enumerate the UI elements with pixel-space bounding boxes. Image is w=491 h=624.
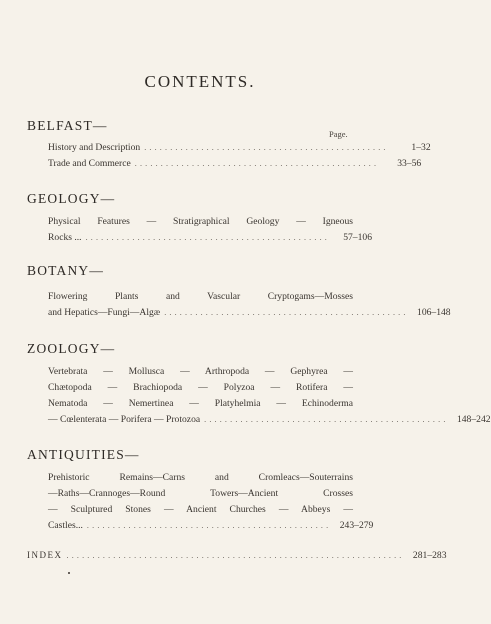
toc-entry-page: 281–283 [412, 550, 447, 561]
leader-dots: ................................................................. [66, 551, 405, 560]
leader-dots: ............................................... [86, 521, 332, 530]
page-column-label: Page. [329, 129, 348, 139]
geology-entry[interactable] [48, 214, 372, 246]
belfast-entries [48, 140, 431, 172]
toc-entry[interactable] [48, 156, 422, 172]
leader-dots: ............................................... [204, 415, 449, 424]
section-heading-botany: BOTANY— [27, 263, 105, 278]
leader-dots: ............................................... [85, 233, 330, 242]
toc-entry-label: History and Description [48, 142, 141, 153]
toc-entry-text: Nematoda — Nemertinea — Platyhelmia — Echinoderma [48, 398, 353, 409]
leader-dots: ............................................... [164, 308, 409, 317]
leader-dots: ............................................... [134, 159, 380, 168]
botany-entry[interactable] [48, 289, 451, 321]
section-belfast [27, 118, 353, 134]
section-heading-zoology: ZOOLOGY— [27, 341, 116, 356]
leader-dots: ............................................... [144, 143, 389, 152]
toc-entry-label: Rocks ... [48, 232, 82, 243]
toc-entry-text: Physical Features — Stratigraphical Geology — Igneous [48, 216, 353, 227]
toc-entry-last-line [48, 230, 372, 246]
toc-entry-text: Flowering Plants and Vascular Cryptogams—Mosses [48, 291, 353, 302]
toc-entry-text: Prehistoric Remains—Carns and Cromleacs—Souterrains [48, 472, 353, 483]
section-geology [27, 191, 353, 207]
toc-entry-label: — Cœlenterata — Porifera — Protozoa [48, 414, 201, 425]
toc-entry-page: 1–32 [411, 142, 431, 153]
section-botany [27, 263, 353, 279]
toc-entry-label: INDEX [27, 550, 63, 560]
section-antiquities [27, 447, 353, 463]
section-heading-belfast: BELFAST— [27, 118, 108, 133]
toc-entry-last-line [48, 305, 451, 321]
antiquities-entry[interactable] [48, 470, 374, 534]
page-title: CONTENTS. [144, 72, 256, 91]
toc-entry-page: 148–242 [456, 414, 491, 425]
section-heading-geology: GEOLOGY— [27, 191, 116, 206]
toc-entry-page: 106–148 [417, 307, 451, 318]
section-heading-antiquities: ANTIQUITIES— [27, 447, 140, 462]
section-zoology [27, 341, 353, 357]
paper-speck [68, 572, 70, 574]
toc-entry-page: 33–56 [397, 158, 422, 169]
toc-entry-index[interactable] [27, 550, 447, 561]
toc-entry-text: Chætopoda — Brachiopoda — Polyzoa — Rotifera — [48, 382, 353, 393]
toc-entry-last-line [48, 412, 491, 428]
zoology-entry[interactable] [48, 364, 491, 428]
toc-entry-label: Castles... [48, 520, 83, 531]
toc-entry-label: and Hepatics—Fungi—Algæ [48, 307, 161, 318]
toc-entry-text: — Sculptured Stones — Ancient Churches — Abbeys — [48, 504, 353, 515]
toc-entry-label: Trade and Commerce [48, 158, 131, 169]
toc-entry-page: 57–106 [343, 232, 372, 243]
toc-entry-text: —Raths—Crannoges—Round Towers—Ancient Crosses [48, 488, 353, 499]
toc-entry-text: Vertebrata — Mollusca — Arthropoda — Gephyrea — [48, 366, 353, 377]
toc-entry[interactable] [48, 140, 431, 156]
toc-entry-last-line [48, 518, 374, 534]
toc-entry-page: 243–279 [339, 520, 374, 531]
